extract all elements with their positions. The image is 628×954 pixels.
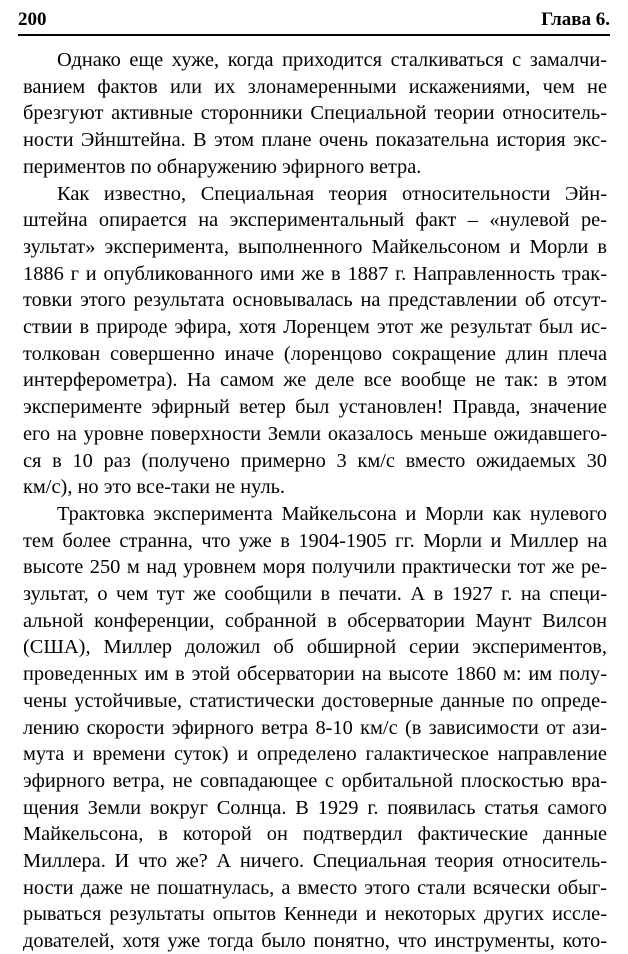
text-line: ности даже не пошатнулась, а вместо этого стали всячески обыг-	[23, 876, 607, 899]
chapter-title: Глава 6.	[541, 9, 610, 30]
text-line: лению скорости эфирного ветра 8-10 км/с (в зависимости от ази-	[23, 716, 607, 739]
text-line: ности Эйнштейна. В этом плане очень показательна история экс-	[23, 129, 607, 152]
page-number: 200	[18, 9, 47, 30]
text-line: Майкельсона, в которой он подтвердил фактические данные	[23, 823, 607, 846]
text-line: Однако еще хуже, когда приходится сталкиваться с замалчи-	[57, 49, 607, 71]
text-line: тем более странна, что уже в 1904-1905 гг. Морли и Миллер на	[23, 529, 607, 552]
text-line: периментов по обнаружению эфирного ветра.	[23, 155, 422, 178]
text-line: ванием фактов или их злонамеренными искажениями, чем не	[23, 75, 607, 98]
text-line: эфирного ветра, не совпадающее с орбитальной плоскостью вра-	[23, 769, 607, 792]
text-line: Трактовка эксперимента Майкельсона и Морли как нулевого	[57, 502, 607, 525]
text-line: штейна опирается на экспериментальный факт – «нулевой ре-	[23, 209, 607, 232]
text-line: км/с), но это все-таки не нуль.	[23, 476, 286, 499]
text-line: интерферометра). На самом же деле все вообще не так: в этом	[23, 369, 607, 392]
text-line: проведенных им в этой обсерватории на высоте 1860 м: им полу-	[23, 663, 607, 686]
text-line: зультат, о чем тут же сообщили в печати. А в 1927 г. на специ-	[23, 583, 607, 605]
text-line: щения Земли вокруг Солнца. В 1929 г. появилась статья самого	[23, 796, 607, 819]
text-line: дователей, хотя уже тогда было понятно, что инструменты, кото-	[23, 930, 607, 953]
text-line: (США), Миллер доложил об обширной серии экспериментов,	[23, 636, 607, 659]
text-line: ствии в природе эфира, хотя Лоренцем этот же результат был ис-	[23, 316, 607, 338]
text-line: 1886 г и опубликованного ими же в 1887 г. Направленность трак-	[23, 262, 607, 285]
text-line: мута и времени суток) и определено галактическое направление	[23, 743, 607, 766]
text-line: брезгуют активные сторонники Специальной теории относитель-	[23, 102, 607, 125]
text-line: Миллера. И что же? А ничего. Специальная теория относитель-	[23, 850, 607, 872]
header-rule	[18, 34, 610, 36]
text-line: товки этого результата основывалась на представлении об отсут-	[23, 289, 607, 312]
text-line: альной конференции, собранной в обсерватории Маунт Вилсон	[23, 609, 607, 632]
text-line: его на уровне поверхности Земли оказалось меньше ожидавшего-	[23, 422, 607, 445]
text-line: высоте 250 м над уровнем моря получили практически тот же ре-	[23, 556, 607, 579]
text-line: рываться результаты опытов Кеннеди и некоторых других иссле-	[23, 903, 607, 926]
text-line: ся в 10 раз (получено примерно 3 км/с вместо ожидаемых 30	[23, 449, 607, 472]
running-header	[18, 9, 610, 33]
text-line: зультат» эксперимента, выполненного Майкельсоном и Морли в	[23, 235, 607, 258]
text-line: чены устойчивые, статистически достоверные данные по опреде-	[23, 689, 607, 712]
text-line: толкован совершенно иначе (лоренцово сокращение длин плеча	[23, 342, 607, 365]
text-line: эксперименте эфирный ветер был установлен! Правда, значение	[23, 396, 607, 419]
text-line: Как известно, Специальная теория относительности Эйн-	[57, 182, 607, 205]
